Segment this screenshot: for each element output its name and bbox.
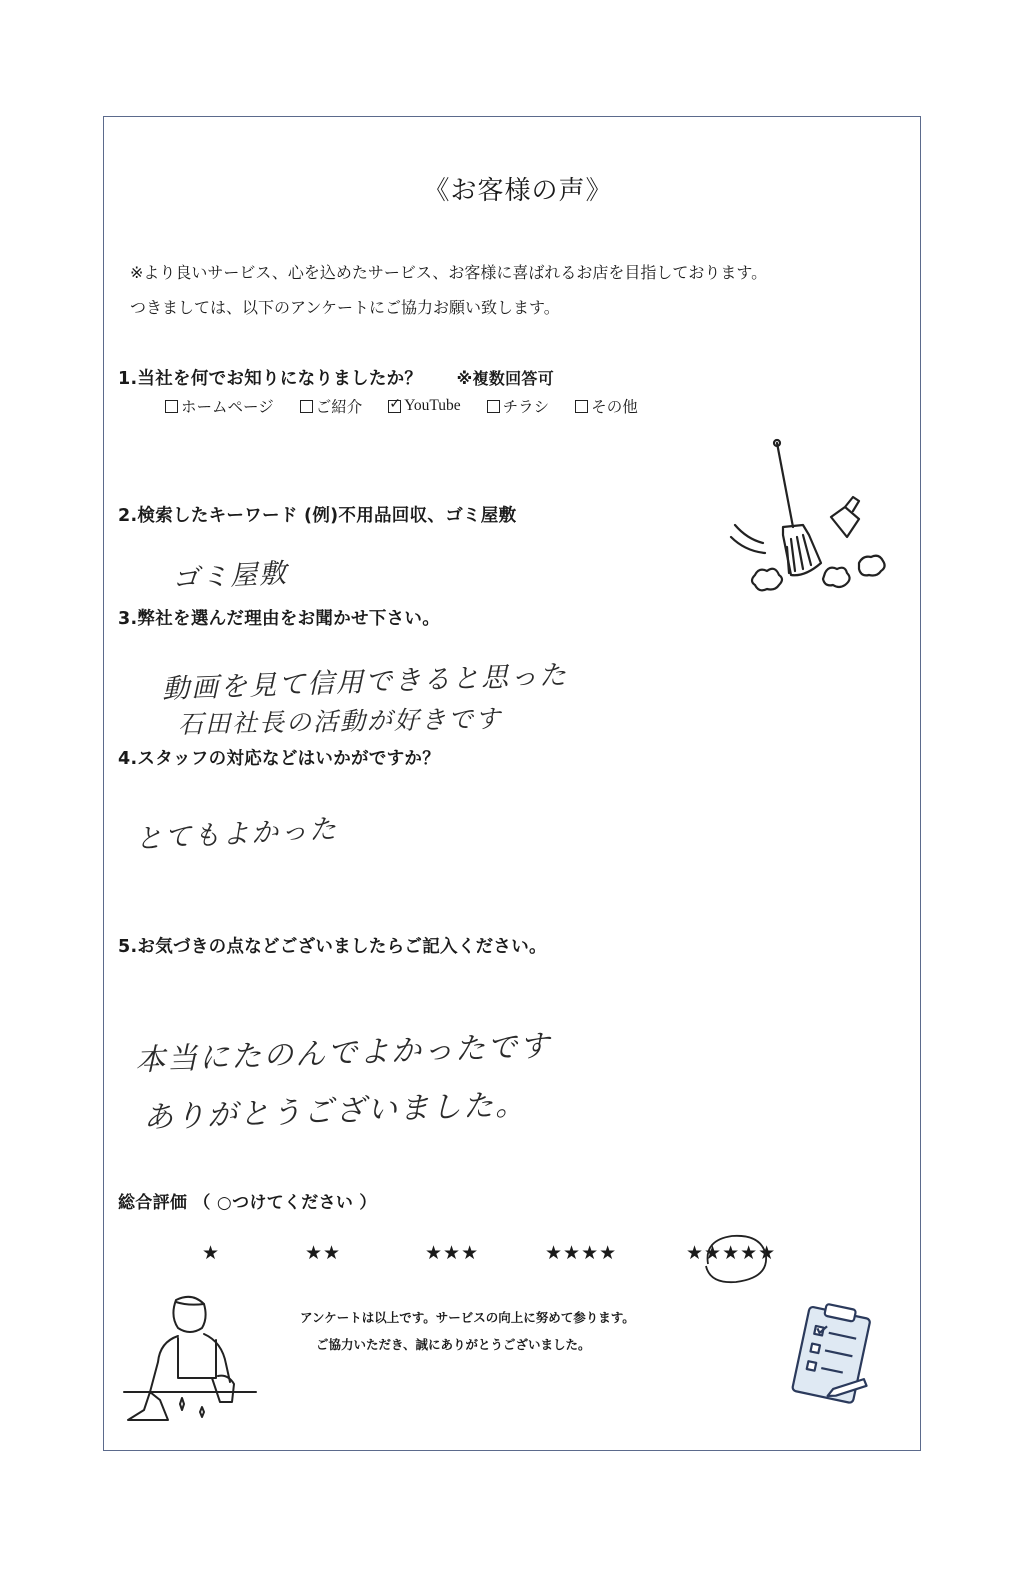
question-5-label: 5.お気づきの点などございましたらご記入ください。 <box>118 937 547 957</box>
question-1-options <box>165 395 664 417</box>
worker-icon <box>120 1292 260 1432</box>
option-label: YouTube <box>404 397 461 414</box>
question-3-answer-line-2: 石田社長の活動が好きです <box>177 704 503 739</box>
page-title: 《お客様の声》 <box>423 176 613 206</box>
option-label: その他 <box>591 398 638 416</box>
checkbox[interactable] <box>487 400 500 413</box>
question-3-label: 3.弊社を選んだ理由をお聞かせ下さい。 <box>118 609 441 629</box>
broom-icon <box>725 435 890 600</box>
option-label: ご紹介 <box>315 398 363 416</box>
question-1-text: 1.当社を何でお知りになりましたか？ <box>118 369 423 389</box>
question-5-answer-line-1: 本当にたのんでよかったです <box>134 1028 552 1079</box>
footer-line-2: ご協力いただき、誠にありがとうございました。 <box>316 1337 591 1352</box>
question-4-label: 4.スタッフの対応などはいかがですか？ <box>118 749 441 769</box>
option-youtube[interactable] <box>388 395 460 417</box>
checkbox[interactable] <box>165 400 178 413</box>
question-2-label: 2.検索したキーワード (例)不用品回収、ゴミ屋敷 <box>118 506 517 526</box>
question-2-answer: ゴミ屋敷 <box>171 557 289 596</box>
intro-line-2: つきましては、以下のアンケートにご協力お願い致します。 <box>130 298 560 317</box>
selected-rating-circle <box>696 1226 776 1288</box>
rating-option-4[interactable]: ★★★★ <box>545 1242 618 1264</box>
question-5-answer-line-2: ありがとうございました。 <box>142 1087 528 1136</box>
option-other[interactable] <box>575 395 638 417</box>
question-1-label <box>118 365 554 390</box>
rating-option-3[interactable]: ★★★ <box>425 1242 480 1264</box>
checkbox[interactable] <box>300 400 313 413</box>
rating-option-2[interactable]: ★★ <box>305 1242 342 1264</box>
footer-line-1: アンケートは以上です。サービスの向上に努めて参ります。 <box>300 1310 635 1325</box>
rating-label: 総合評価 （ ○つけてください ） <box>118 1193 377 1213</box>
clipboard-icon <box>782 1300 882 1412</box>
question-4-answer: とてもよかった <box>134 813 339 856</box>
intro-line-1: ※より良いサービス、心を込めたサービス、お客様に喜ばれるお店を目指しております。 <box>130 263 768 282</box>
rating-option-1[interactable]: ★ <box>202 1242 221 1264</box>
option-label: チラシ <box>502 398 550 416</box>
option-flyer[interactable] <box>487 395 550 417</box>
checkbox[interactable] <box>575 400 588 413</box>
checkbox-checked[interactable] <box>388 395 401 413</box>
question-1-note: ※複数回答可 <box>456 369 554 388</box>
option-referral[interactable] <box>300 395 363 417</box>
option-label: ホームページ <box>181 398 274 416</box>
rating-option-5[interactable]: ★★★★★ <box>686 1242 777 1264</box>
check-mark-icon: ✓ <box>389 395 401 412</box>
option-homepage[interactable] <box>165 395 274 417</box>
question-3-answer-line-1: 動画を見て信用できると思った <box>161 659 569 706</box>
